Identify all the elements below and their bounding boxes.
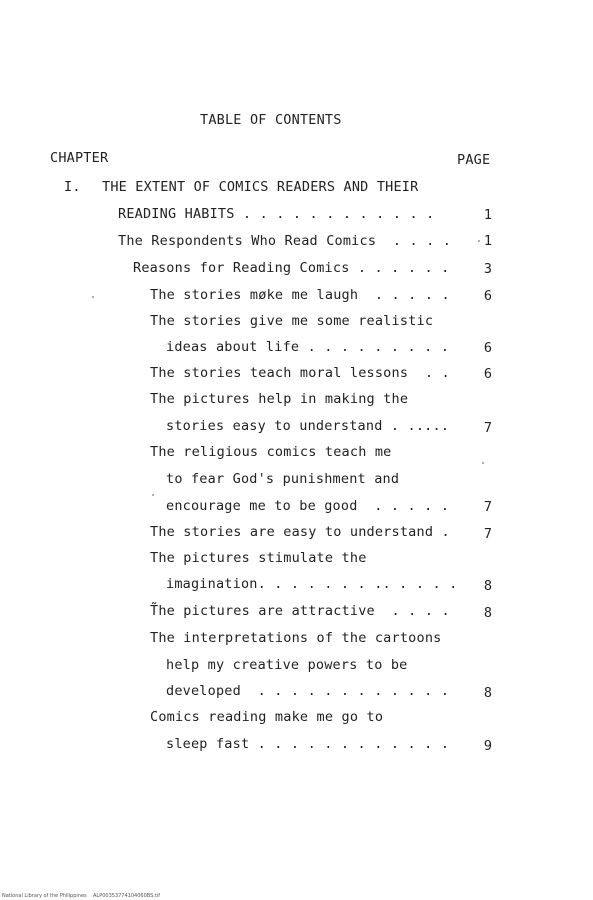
- toc-title: TABLE OF CONTENTS: [200, 112, 342, 128]
- chapter-header: CHAPTER: [50, 150, 109, 166]
- toc-entry: The pictures stimulate the: [150, 550, 367, 566]
- toc-entry: sleep fast . . . . . . . . . . . .: [166, 736, 450, 752]
- toc-page-number: 7: [483, 499, 492, 515]
- toc-page-number: 7: [483, 420, 492, 436]
- toc-entry: The religious comics teach me: [150, 444, 392, 460]
- toc-entry: imagination. . . . . . . .. . . . .: [166, 576, 458, 592]
- toc-entry: developed . . . . . . . . . . . .: [166, 683, 450, 699]
- toc-page-number: 7: [483, 526, 492, 542]
- toc-page-number: 8: [483, 685, 492, 701]
- scan-speck: [92, 296, 94, 298]
- toc-entry: Reasons for Reading Comics . . . . . .: [133, 260, 450, 276]
- toc-entry: to fear God's punishment and: [166, 471, 400, 487]
- toc-entry: Comics reading make me go to: [150, 709, 384, 725]
- toc-entry: help my creative powers to be: [166, 657, 408, 673]
- scan-speck: [478, 240, 480, 242]
- chapter-title: THE EXTENT OF COMICS READERS AND THEIR: [102, 179, 419, 195]
- toc-page-number: 6: [483, 366, 492, 382]
- toc-page-number: 6: [483, 340, 492, 356]
- toc-page-number: 6: [483, 288, 492, 304]
- toc-entry: The Respondents Who Read Comics . . . .: [118, 233, 452, 249]
- toc-page-number: 1: [483, 233, 492, 249]
- toc-page-number: 8: [483, 605, 492, 621]
- scan-speck: [482, 462, 484, 464]
- scan-footer: National Library of the Philippines ALP00353774104060BS.tif: [2, 893, 160, 899]
- chapter-number: I.: [64, 179, 81, 195]
- page-header: PAGE: [457, 152, 491, 168]
- toc-page-number: 1: [483, 207, 492, 223]
- toc-entry: The stories give me some realistic: [150, 313, 434, 329]
- toc-entry: stories easy to understand . .....: [166, 418, 450, 434]
- toc-entry: T̃he pictures are attractive . . . .: [150, 603, 450, 619]
- toc-entry: encourage me to be good . . . . .: [166, 498, 450, 514]
- scan-speck: [152, 494, 154, 496]
- toc-page-number: 9: [483, 738, 492, 754]
- toc-entry: The stories teach moral lessons . .: [150, 365, 450, 381]
- toc-entry: ideas about life . . . . . . . . .: [166, 339, 450, 355]
- toc-entry: READING HABITS . . . . . . . . . . . .: [118, 206, 435, 222]
- toc-page-number: 8: [483, 578, 492, 594]
- toc-entry: The stories møke me laugh . . . . .: [150, 287, 450, 303]
- toc-page-number: 3: [483, 261, 492, 277]
- toc-entry: The stories are easy to understand .: [150, 524, 450, 540]
- toc-entry: The interpretations of the cartoons: [150, 630, 442, 646]
- toc-entry: The pictures help in making the: [150, 391, 409, 407]
